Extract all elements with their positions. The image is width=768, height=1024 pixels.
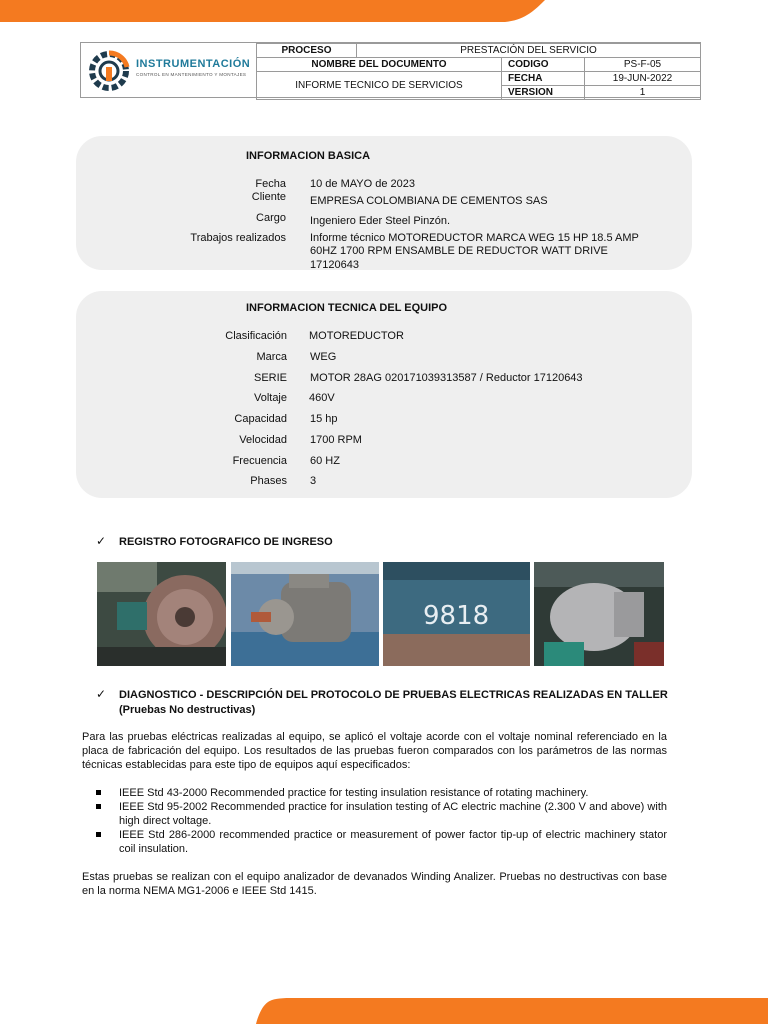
doc-name-value: INFORME TECNICO DE SERVICIOS — [257, 72, 502, 100]
checkmark-icon: ✓ — [96, 534, 107, 548]
diagnostic-intro: Para las pruebas eléctricas realizadas al equipo, se aplicó el voltaje acorde con el voltaje nominal referenciado en la placa de fabricación del equipo. Los resultados de las pruebas fueron comparados con los parámetros de las normas técnicas establecidas para este tipo de equipos aquí especificados: — [82, 731, 667, 771]
photo-section-title: REGISTRO FOTOGRAFICO DE INGRESO — [119, 536, 333, 548]
diagnostic-subtitle: (Pruebas No destructivas) — [119, 704, 256, 716]
top-orange-band — [0, 0, 768, 24]
basic-info-card — [76, 136, 692, 270]
tech-row-value: 460V — [309, 392, 335, 404]
diagnostic-closing: Estas pruebas se realizan con el equipo analizador de devanados Winding Analizer. Pruebas no destructivas con base en la norma NEMA MG1-2006 e IEEE Std 1415. — [82, 871, 667, 897]
document-control-table — [256, 43, 701, 100]
tech-row-value: WEG — [310, 351, 337, 363]
list-item — [96, 800, 667, 828]
standards-list — [96, 786, 667, 856]
tech-row-label: Marca — [256, 351, 287, 363]
company-tagline: CONTROL EN MANTENIMIENTO Y MONTAJES — [136, 72, 247, 77]
cargo-value: Ingeniero Eder Steel Pinzón. — [310, 215, 451, 227]
list-item — [96, 786, 667, 800]
tech-row-label: Voltaje — [253, 392, 287, 404]
process-value: PRESTACIÓN DEL SERVICIO — [357, 44, 701, 58]
photo-reducer — [534, 562, 664, 666]
tech-info-title: INFORMACION TECNICA DEL EQUIPO — [246, 302, 448, 314]
code-label: CODIGO — [502, 58, 585, 72]
trabajos-line-2: 60HZ 1700 RPM ENSAMBLE DE REDUCTOR WATT DRIVE — [310, 245, 608, 257]
bottom-orange-band — [0, 998, 768, 1024]
photo-painted-number: 9818 — [423, 601, 490, 631]
company-name: INSTRUMENTACIÓN — [136, 58, 251, 70]
bullet-square-icon — [96, 804, 101, 809]
bullet-square-icon — [96, 832, 101, 837]
tech-row-label: Clasificación — [225, 330, 287, 342]
trabajos-line-3: 17120643 — [310, 259, 359, 271]
tech-row-value: 60 HZ — [310, 455, 340, 467]
cargo-label: Cargo — [256, 212, 286, 224]
trabajos-line-1: Informe técnico MOTOREDUCTOR MARCA WEG 15 HP 18.5 AMP — [310, 232, 639, 244]
process-label: PROCESO — [257, 44, 357, 58]
company-logo — [81, 43, 257, 97]
list-item-text: IEEE Std 95-2002 Recommended practice for insulation testing of AC electric machine (2.300 V and above) with high direct voltage. — [119, 801, 667, 827]
date-value: 19-JUN-2022 — [585, 72, 701, 86]
diagnostic-title: DIAGNOSTICO - DESCRIPCIÓN DEL PROTOCOLO DE PRUEBAS ELECTRICAS REALIZADAS EN TALLER — [119, 689, 668, 701]
checkmark-icon: ✓ — [96, 687, 107, 701]
photo-motor-1 — [97, 562, 226, 666]
code-value: PS-F-05 — [585, 58, 701, 72]
cliente-label: Cliente — [251, 191, 286, 203]
cliente-value: EMPRESA COLOMBIANA DE CEMENTOS SAS — [310, 195, 548, 207]
list-item-text: IEEE Std 286-2000 recommended practice or measurement of power factor tip-up of electric machinery stator coil insulation. — [119, 829, 667, 855]
tech-row-label: Phases — [250, 475, 287, 487]
basic-info-title: INFORMACION BASICA — [246, 150, 371, 162]
tech-row-value: 3 — [310, 475, 317, 487]
list-item — [96, 828, 667, 856]
tech-info-card — [76, 291, 692, 498]
fecha-value: 10 de MAYO de 2023 — [310, 178, 415, 190]
tech-row-label: Frecuencia — [232, 455, 287, 467]
tech-row-label: SERIE — [253, 372, 287, 384]
tech-row-value: 15 hp — [310, 413, 338, 425]
tech-row-label: Capacidad — [234, 413, 287, 425]
version-value: 1 — [585, 86, 701, 100]
fecha-label: Fecha — [255, 178, 286, 190]
tech-row-value: MOTOREDUCTOR — [309, 330, 404, 342]
doc-name-label: NOMBRE DEL DOCUMENTO — [257, 58, 502, 72]
trabajos-label: Trabajos realizados — [190, 232, 286, 244]
list-item-text: IEEE Std 43-2000 Recommended practice for testing insulation resistance of rotating machinery. — [119, 787, 589, 799]
tech-row-value: 1700 RPM — [310, 434, 362, 446]
date-label: FECHA — [502, 72, 585, 86]
document-header — [80, 42, 701, 98]
photo-nameplate — [383, 562, 530, 666]
version-label: VERSION — [502, 86, 585, 100]
bullet-square-icon — [96, 790, 101, 795]
tech-row-value: MOTOR 28AG 020171039313587 / Reductor 17120643 — [310, 372, 583, 384]
gear-logo-icon — [87, 47, 131, 93]
tech-row-label: Velocidad — [239, 434, 287, 446]
photo-motor-2 — [231, 562, 379, 666]
